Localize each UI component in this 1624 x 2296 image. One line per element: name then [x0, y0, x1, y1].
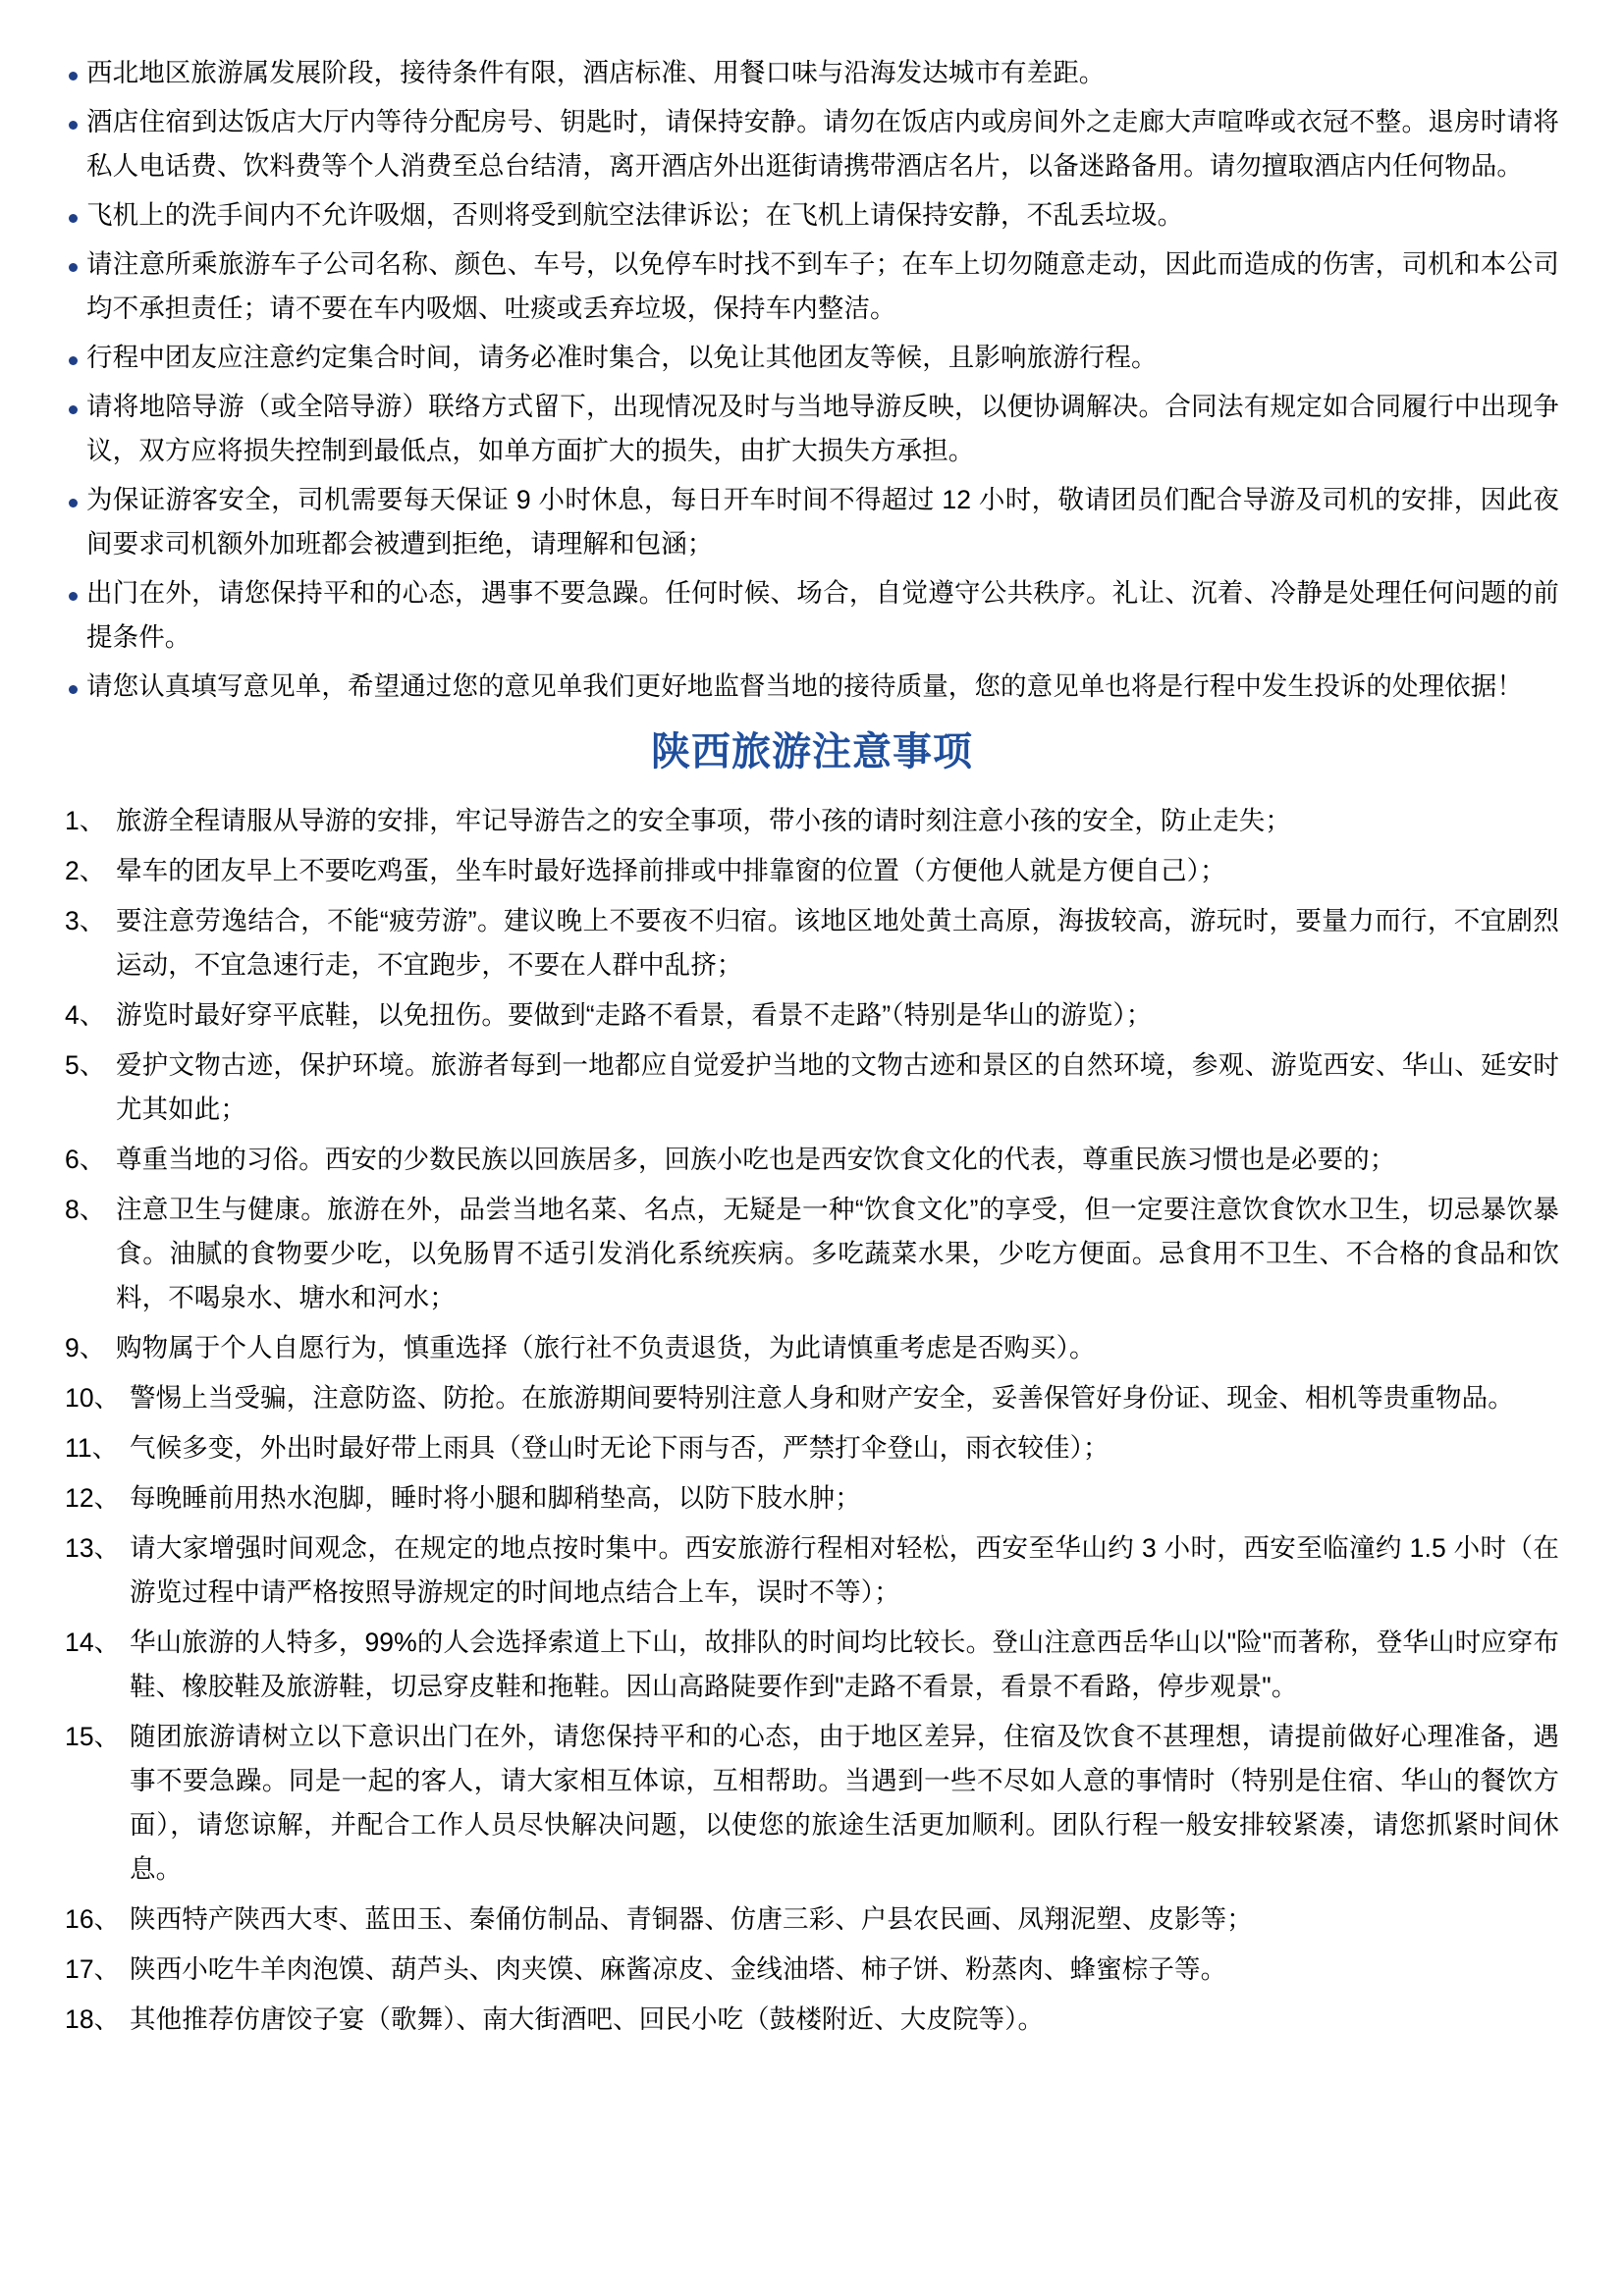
list-item — [65, 1426, 1559, 1470]
list-item-text: 陕西特产陕西大枣、蓝田玉、秦俑仿制品、青铜器、仿唐三彩、户县农民画、凤翔泥塑、皮影等； — [130, 1904, 1253, 1934]
list-item-number: 4、 — [65, 1000, 106, 1030]
list-item-number: 6、 — [65, 1145, 106, 1174]
list-item — [65, 1998, 1559, 2042]
list-item-text: 酒店住宿到达饭店大厅内等待分配房号、钥匙时，请保持安静。请勿在饭店内或房间外之走廊大声喧哗或衣冠不整。退房时请将私人电话费、饮料费等个人消费至总台结清，离开酒店外出逛街请携带酒店名片，以备迷路备用。请勿擅取酒店内任何物品。 — [86, 107, 1559, 181]
list-item — [65, 665, 1559, 709]
list-item — [65, 336, 1559, 380]
list-item-text: 警惕上当受骗，注意防盗、防抢。在旅游期间要特别注意人身和财产安全，妥善保管好身份证、现金、相机等贵重物品。 — [130, 1383, 1514, 1413]
list-item-text: 气候多变，外出时最好带上雨具（登山时无论下雨与否，严禁打伞登山，雨衣较佳）； — [130, 1433, 1110, 1463]
list-item-text: 每晚睡前用热水泡脚，睡时将小腿和脚稍垫高，以防下肢水肿； — [130, 1483, 861, 1513]
list-item — [65, 1948, 1559, 1992]
shaanxi-travel-tips-list — [65, 799, 1559, 2042]
list-item-text: 陕西小吃牛羊肉泡馍、葫芦头、肉夹馍、麻酱凉皮、金线油塔、柿子饼、粉蒸肉、蜂蜜棕子等。 — [130, 1954, 1227, 1984]
list-item-text: 行程中团友应注意约定集合时间，请务必准时集合，以免让其他团友等候，且影响旅游行程。 — [86, 343, 1158, 372]
list-item-text: 其他推荐仿唐饺子宴（歌舞）、南大街酒吧、回民小吃（鼓楼附近、大皮院等）。 — [130, 2004, 1045, 2034]
list-item-text: 飞机上的洗手间内不允许吸烟，否则将受到航空法律诉讼；在飞机上请保持安静，不乱丢垃圾。 — [86, 200, 1184, 230]
list-item-text: 注意卫生与健康。旅游在外，品尝当地名菜、名点，无疑是一种“饮食文化”的享受，但一定要注意饮食饮水卫生，切忌暴饮暴食。油腻的食物要少吃，以免肠胃不适引发消化系统疾病。多吃蔬菜水果，少吃方便面。忌食用不卫生、不合格的食品和饮料，不喝泉水、塘水和河水； — [116, 1195, 1559, 1312]
list-item — [65, 193, 1559, 238]
bullet-dot-icon — [69, 72, 78, 80]
list-item — [65, 571, 1559, 660]
bullet-dot-icon — [69, 685, 78, 694]
list-item-text: 请大家增强时间观念，在规定的地点按时集中。西安旅游行程相对轻松，西安至华山约 3 小时，西安至临潼约 1.5 小时（在游览过程中请严格按照导游规定的时间地点结合上车，误时不等）； — [130, 1533, 1559, 1607]
bullet-dot-icon — [69, 214, 78, 223]
list-item-number: 1、 — [65, 806, 106, 835]
bullet-dot-icon — [69, 592, 78, 601]
list-item-number: 14、 — [65, 1628, 121, 1657]
list-item — [65, 1526, 1559, 1615]
list-item — [65, 242, 1559, 331]
list-item — [65, 1326, 1559, 1370]
list-item-number: 13、 — [65, 1533, 121, 1563]
list-item — [65, 1138, 1559, 1182]
list-item-text: 旅游全程请服从导游的安排，牢记导游告之的安全事项，带小孩的请时刻注意小孩的安全，防止走失； — [116, 806, 1291, 835]
list-item — [65, 849, 1559, 893]
list-item-text: 晕车的团友早上不要吃鸡蛋，坐车时最好选择前排或中排靠窗的位置（方便他人就是方便自己）； — [116, 856, 1226, 885]
list-item-number: 8、 — [65, 1195, 106, 1224]
list-item-text: 请将地陪导游（或全陪导游）联络方式留下，出现情况及时与当地导游反映，以便协调解决。合同法有规定如合同履行中出现争议，双方应将损失控制到最低点，如单方面扩大的损失，由扩大损失方承担。 — [86, 392, 1559, 465]
bullet-dot-icon — [69, 121, 78, 130]
list-item-number: 16、 — [65, 1904, 121, 1934]
list-item-text: 尊重当地的习俗。西安的少数民族以回族居多，回族小吃也是西安饮食文化的代表，尊重民族习惯也是必要的； — [116, 1145, 1396, 1174]
list-item-number: 12、 — [65, 1483, 121, 1513]
list-item-text: 请注意所乘旅游车子公司名称、颜色、车号，以免停车时找不到车子；在车上切勿随意走动，因此而造成的伤害，司机和本公司均不承担责任；请不要在车内吸烟、吐痰或丢弃垃圾，保持车内整洁。 — [86, 249, 1559, 323]
list-item — [65, 993, 1559, 1038]
travel-notes-bullet-list — [65, 51, 1559, 709]
list-item-text: 要注意劳逸结合，不能“疲劳游”。建议晚上不要夜不归宿。该地区地处黄土高原，海拔较高，游玩时，要量力而行，不宜剧烈运动，不宜急速行走，不宜跑步，不要在人群中乱挤； — [116, 906, 1559, 980]
list-item — [65, 1715, 1559, 1892]
page-title: 陕西旅游注意事项 — [651, 728, 973, 774]
bullet-dot-icon — [69, 405, 78, 414]
list-item — [65, 1476, 1559, 1521]
list-item-number: 17、 — [65, 1954, 121, 1984]
list-item — [65, 899, 1559, 988]
list-item — [65, 799, 1559, 843]
list-item-number: 5、 — [65, 1050, 106, 1080]
list-item-number: 11、 — [65, 1433, 119, 1463]
list-item-number: 9、 — [65, 1333, 106, 1362]
list-item-number: 18、 — [65, 2004, 121, 2034]
list-item-number: 2、 — [65, 856, 106, 885]
list-item — [65, 1897, 1559, 1942]
list-item — [65, 1043, 1559, 1132]
list-item-text: 购物属于个人自愿行为，慎重选择（旅行社不负责退货，为此请慎重考虑是否购买）。 — [116, 1333, 1096, 1362]
list-item — [65, 385, 1559, 473]
list-item — [65, 51, 1559, 95]
list-item — [65, 478, 1559, 566]
list-item-number: 10、 — [65, 1383, 121, 1413]
list-item — [65, 100, 1559, 188]
list-item — [65, 1376, 1559, 1420]
bullet-dot-icon — [69, 263, 78, 272]
list-item-text: 请您认真填写意见单，希望通过您的意见单我们更好地监督当地的接待质量，您的意见单也将是行程中发生投诉的处理依据！ — [86, 671, 1523, 701]
list-item-number: 3、 — [65, 906, 106, 935]
list-item-text: 游览时最好穿平底鞋，以免扭伤。要做到“走路不看景，看景不走路”（特别是华山的游览）； — [116, 1000, 1153, 1030]
list-item — [65, 1188, 1559, 1320]
list-item-text: 随团旅游请树立以下意识出门在外，请您保持平和的心态，由于地区差异，住宿及饮食不甚理想，请提前做好心理准备，遇事不要急躁。同是一起的客人，请大家相互体谅，互相帮助。当遇到一些不尽如人意的事情时（特别是住宿、华山的餐饮方面），请您谅解，并配合工作人员尽快解决问题，以使您的旅途生活更加顺利。团队行程一般安排较紧凑，请您抓紧时间休息。 — [130, 1722, 1559, 1884]
list-item-text: 为保证游客安全，司机需要每天保证 9 小时休息，每日开车时间不得超过 12 小时，敬请团员们配合导游及司机的安排，因此夜间要求司机额外加班都会被遭到拒绝，请理解和包涵； — [86, 485, 1559, 559]
bullet-dot-icon — [69, 499, 78, 507]
list-item-text: 华山旅游的人特多，99%的人会选择索道上下山，故排队的时间均比较长。登山注意西岳华山以"险"而著称，登华山时应穿布鞋、橡胶鞋及旅游鞋，切忌穿皮鞋和拖鞋。因山高路陡要作到"走路不看景，看景不看路，停步观景"。 — [130, 1628, 1559, 1701]
list-item-text: 西北地区旅游属发展阶段，接待条件有限，酒店标准、用餐口味与沿海发达城市有差距。 — [86, 58, 1106, 87]
list-item-text: 爱护文物古迹，保护环境。旅游者每到一地都应自觉爱护当地的文物古迹和景区的自然环境，参观、游览西安、华山、延安时尤其如此； — [116, 1050, 1559, 1124]
bullet-dot-icon — [69, 356, 78, 365]
list-item — [65, 1621, 1559, 1709]
list-item-number: 15、 — [65, 1722, 121, 1751]
list-item-text: 出门在外，请您保持平和的心态，遇事不要急躁。任何时候、场合，自觉遵守公共秩序。礼让、沉着、冷静是处理任何问题的前提条件。 — [86, 578, 1559, 652]
